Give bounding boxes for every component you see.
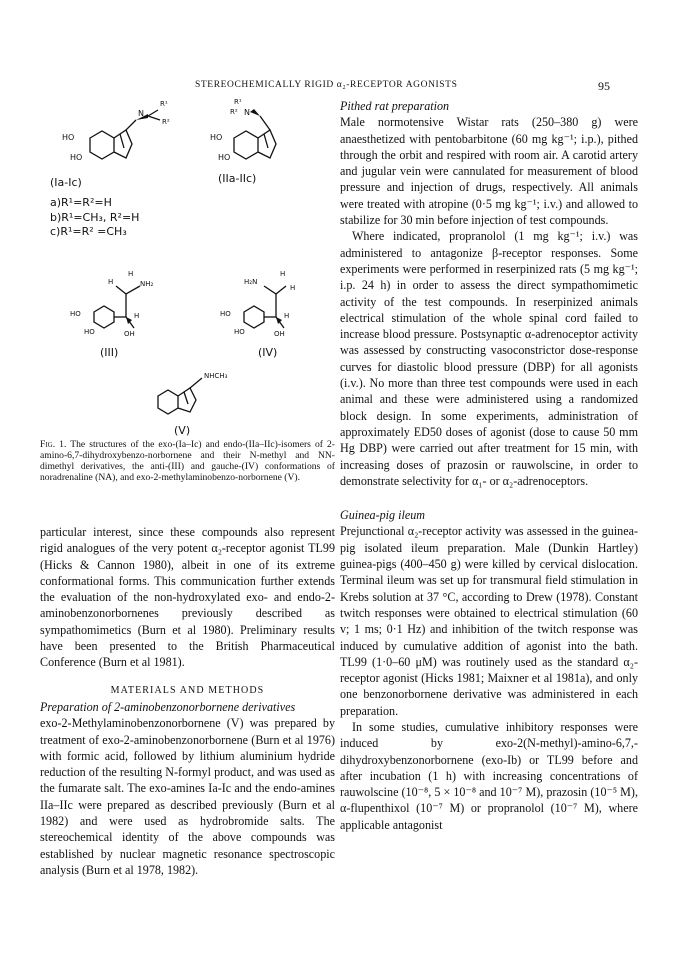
structure-exo-amine xyxy=(60,100,180,179)
r2-label: R² xyxy=(230,108,238,116)
h-label: H xyxy=(134,312,140,320)
ho-label: HO xyxy=(218,153,231,162)
intro-paragraph: particular interest, since these compounds also represent rigid analogues of the very potent α₂-receptor agonist TL99 (Hicks & Cannon 1980), albeit in one of its extreme conformational forms. This communication further extends the evaluation of the non-hydroxylated exo- and endo-2-aminobenzonorbornenes previously described as sympathomimetics (Burn et al 1980). Preliminary results have been presented to the British Pharmaceutical Conference (Burn et al 1981). xyxy=(40,525,335,670)
page-number: 95 xyxy=(598,79,610,93)
subheading-pithed-rat: Pithed rat preparation xyxy=(340,99,450,113)
substituent-a: a)R¹=R²=H xyxy=(50,196,112,209)
pithed-paragraph-2: Where indicated, propranolol (1 mg kg⁻¹; i.v.) was administered to antagonize β-receptor responses. Some experiments were performed in reserpinized rats (5 mg kg⁻¹; i.p. 24 h) in order to assess the direct sympathomimetic activity of the test compounds. In reserpinized animals electrical stimulation of the whole spinal cord failed to increase blood pressure. Postsynaptic α-adrenoceptor activity was assessed by constructing vasoconstrictor dose-response curves for diastolic blood pressure (DBP) for all agonists (i.v.). No more than three test compounds were used in each animal and these were administered using a randomized block design. In some experiments, administration of approximately ED50 doses of agonist (dose to cause 50 mm Hg DBP) were carried out after treatment for 15 min, with increasing doses of prazosin or rauwolscine, in order to demonstrate selectivity for α₁- or α₂-adrenoceptors. xyxy=(340,229,638,488)
caption-label: Fig. 1. xyxy=(40,439,67,450)
nh2-label: NH₂ xyxy=(140,280,154,288)
h-label: H xyxy=(128,270,134,278)
subheading-guinea-pig-ileum: Guinea-pig ileum xyxy=(340,508,425,523)
structure-exo-drawing xyxy=(60,104,180,174)
structure-methylaminobenzonorbornene xyxy=(140,366,250,431)
r1-label: R¹ xyxy=(160,100,168,108)
n-label: N xyxy=(138,109,144,118)
oh-label: OH xyxy=(124,330,135,338)
h-label: H xyxy=(290,284,296,292)
label-ia-ic: (Ia-Ic) xyxy=(50,176,82,189)
label-iia-iic: (IIa-IIc) xyxy=(218,172,257,185)
figure-caption xyxy=(40,440,335,484)
label-v: (V) xyxy=(174,424,191,437)
r1-label: R¹ xyxy=(234,98,242,106)
oh-label: OH xyxy=(274,330,285,338)
left-column xyxy=(40,524,335,878)
substituent-c: c)R¹=R² =CH₃ xyxy=(50,225,127,238)
page-header xyxy=(0,80,677,96)
label-iv: (IV) xyxy=(258,346,278,359)
substituent-list xyxy=(50,196,139,240)
structure-endo-drawing xyxy=(210,104,320,174)
ho-label: HO xyxy=(220,310,231,318)
subheading-preparation: Preparation of 2-aminobenzonorbornene derivatives xyxy=(40,699,296,714)
figure-1 xyxy=(40,96,335,451)
label-iii: (III) xyxy=(100,346,119,359)
caption-text: The structures of the exo-(Ia–Ic) and endo-(IIa–IIc)-isomers of 2-amino-6,7-dihydroxybenzo-norbornene and their N-methyl and NN-dimethyl derivatives, the anti-(III) and gauche-(IV) conformations of noradrenaline (NA), and exo-2-methylaminobenzo-norbornene (V). xyxy=(40,439,335,483)
h2n-label: H₂N xyxy=(244,278,258,286)
guinea-paragraph-1: Prejunctional α₂-receptor activity was assessed in the guinea-pig isolated ileum preparation. Male (Dunkin Hartley) guinea-pigs (400–450 g) were killed by cervical dislocation. Terminal ileum was set up for transmural field stimulation in Krebs solution at 37 °C, according to Drew (1978). Constant twitch responses were obtained to electrical stimulation (60 v; 1 ms; 0·1 Hz) and inhibition of the twitch response was induced by cumulative addition of agonist into the bath. TL99 (1·0–60 μM) was routinely used as the standard α₂-receptor agonist (Hicks 1981; Maixner et al 1981a), and only one benzonorbornene derivative was administered in each preparation. xyxy=(340,524,638,718)
ho-label: HO xyxy=(84,328,95,336)
structure-endo-amine xyxy=(210,98,320,179)
preparation-paragraph: exo-2-Methylaminobenzonorbornene (V) was prepared by treatment of exo-2-aminobenzonorbornene (Burn et al 1976) with formic acid, followed by lithium aluminium hydride reduction of the resulting N-formyl product, and was used as the fumarate salt. The exo-amines Ia-Ic and the endo-amines IIa–IIc were prepared as described previously (Burn et al 1982) and were used as hydrobromide salts. The stereochemical identity of the above compounds was established by nuclear magnetic resonance spectroscopic analysis (Burn et al 1978, 1982). xyxy=(40,716,335,877)
ho-label: HO xyxy=(210,133,223,142)
structure-anti-noradrenaline xyxy=(70,264,180,349)
h-label: H xyxy=(284,312,290,320)
ho-label: HO xyxy=(70,310,81,318)
h-label: H xyxy=(280,270,286,278)
h-label: H xyxy=(108,278,114,286)
right-column xyxy=(340,98,638,833)
running-head: STEREOCHEMICALLY RIGID α₂-RECEPTOR AGONISTS xyxy=(195,80,458,90)
guinea-paragraph-2: In some studies, cumulative inhibitory responses were induced by exo-2(N-methyl)-amino-6,7,-dihydroxybenzonorbornene (exo-Ib) or TL99 before and after incubation (1 h) with increasing concentrations of rauwolscine (10⁻⁸, 5 × 10⁻⁸ and 10⁻⁷ M), prazosin (10⁻⁵ M), α-flupenthixol (10⁻⁷ M) or propranolol (10⁻⁷ M), where applicable antagonist xyxy=(340,719,638,832)
structure-gauche-noradrenaline xyxy=(220,264,330,349)
r2-label: R² xyxy=(162,118,170,126)
n-label: N xyxy=(244,108,250,117)
substituent-b: b)R¹=CH₃, R²=H xyxy=(50,210,140,224)
section-heading-materials-methods: MATERIALS AND METHODS xyxy=(110,684,265,696)
ho-label: HO xyxy=(70,153,83,162)
ho-label: HO xyxy=(62,133,75,142)
ho-label: HO xyxy=(234,328,245,336)
nhch3-label: NHCH₃ xyxy=(204,372,228,380)
pithed-paragraph-1: Male normotensive Wistar rats (250–380 g) were anaesthetized with pentobarbitone (60 mg kg⁻¹; i.p.), pithed through the orbit and respired with room air. A carotid artery and jugular vein were cannulated for measurement of blood pressure and injection of drugs, respectively. All animals were treated with atropine (0·5 mg kg⁻¹; i.v.) and allowed to stabilize for 30 min before injection of test compounds. xyxy=(340,115,638,228)
structure-v-drawing xyxy=(140,366,250,426)
